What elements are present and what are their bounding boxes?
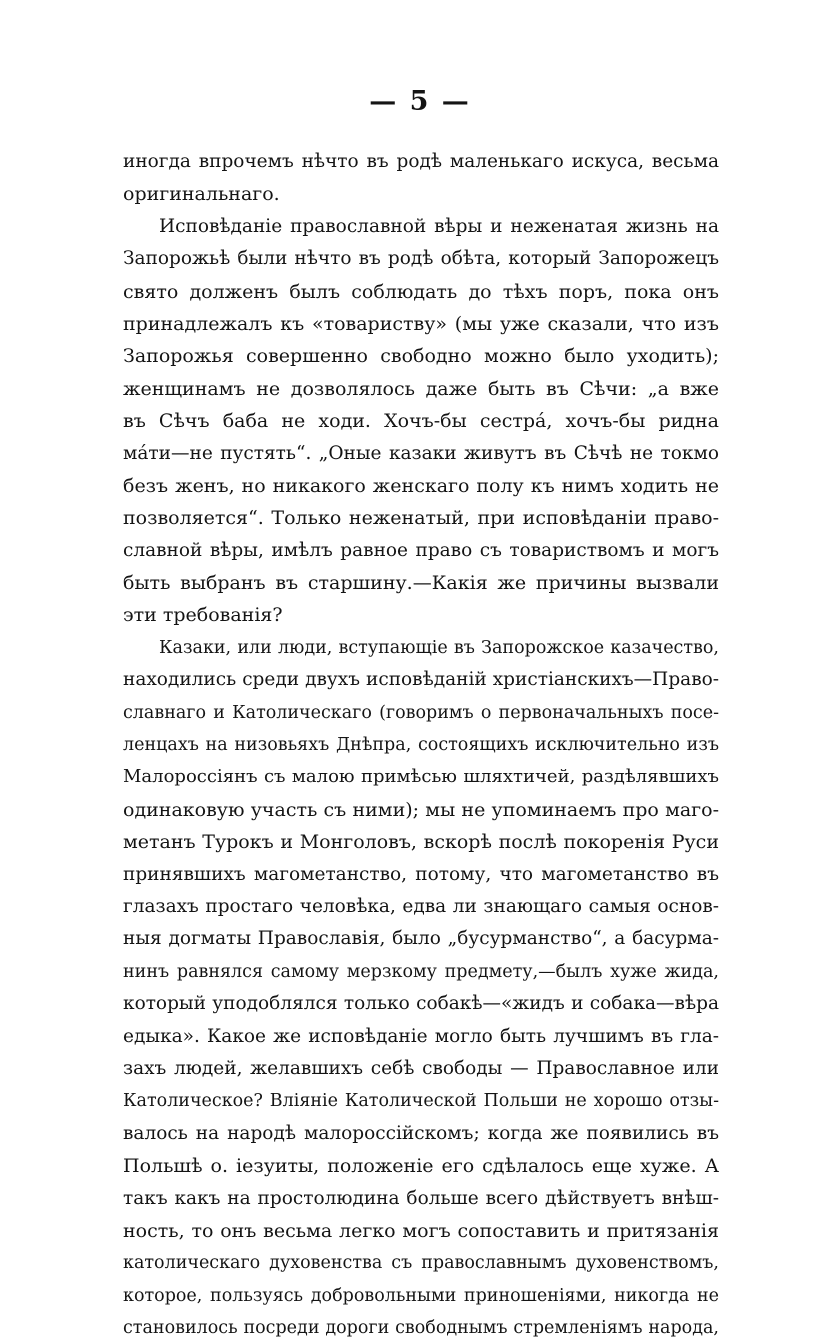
text-line: Исповѣданіе православной вѣры и неженатая жизнь на	[159, 215, 719, 237]
text-line: глазахъ простаго человѣка, едва ли знающаго самыя основ-	[123, 895, 719, 917]
body-text	[123, 146, 719, 1344]
text-line: одинаковую участь съ ними); мы не упоминаемъ про маго-	[123, 798, 719, 821]
text-line: которое, пользуясь добровольными приношеніями, никогда не	[123, 1285, 719, 1306]
text-line: ленцахъ на низовьяхъ Днѣпра, состоящихъ исключительно изъ	[123, 735, 719, 756]
text-line: такъ какъ на простолюдина больше всего дѣйствуетъ внѣш-	[123, 1187, 719, 1209]
text-line: который уподоблялся только собакѣ—«жидъ и собака—вѣра	[123, 993, 719, 1015]
text-line: Католическое? Вліяніе Католической Польши не хорошо отзы-	[123, 1091, 719, 1112]
text-line: принявшихъ магометанство, потому, что магометанство въ	[123, 863, 719, 885]
text-line: Казаки, или люди, вступающіе въ Запорожское казачество,	[159, 637, 719, 658]
text-line: свято долженъ былъ соблюдать до тѣхъ поръ, пока онъ	[123, 280, 719, 303]
text-line: становилось посреди дороги свободнымъ стремленіямъ народа,	[123, 1318, 719, 1339]
text-line: едыка». Какое же исповѣданіе могло быть лучшимъ въ гла-	[123, 1025, 719, 1047]
text-line: валось на народѣ малороссійскомъ; когда же появились въ	[123, 1122, 719, 1144]
text-line: католическаго духовенства съ православнымъ духовенствомъ,	[123, 1253, 719, 1274]
text-line: находились среди двухъ исповѣданій христіанскихъ—Право-	[123, 669, 719, 691]
text-line: въ Сѣчъ баба не ходи. Хочъ-бы сестра́, хочъ-бы ридна	[123, 410, 719, 433]
text-line: славнаго и Католическаго (говоримъ о первоначальныхъ посе-	[123, 702, 719, 723]
text-line: ныя догматы Православія, было „бусурманство“, а басурма-	[123, 928, 719, 950]
text-line: эти требованія?	[123, 604, 283, 627]
text-line: иногда впрочемъ нѣчто въ родѣ маленькаго искуса, весьма	[123, 151, 719, 172]
text-line: женщинамъ не дозволялось даже быть въ Сѣчи: „а вже	[123, 377, 719, 400]
text-line: оригинальнаго.	[123, 183, 280, 206]
text-line: Польшѣ о. іезуиты, положеніе его сдѣлалось еще хуже. А	[123, 1155, 719, 1178]
text-line: Запорожьѣ были нѣчто въ родѣ обѣта, который Запорожецъ	[123, 248, 719, 270]
text-line: безъ женъ, но никакого женскаго полу къ нимъ ходить не	[123, 474, 719, 497]
text-line: Запорожья совершенно свободно можно было уходить);	[123, 345, 719, 368]
text-line: нинъ равнялся самому мерзкому предмету,—былъ хуже жида,	[123, 961, 719, 982]
text-line: ма́ти—не пустять“. „Оные казаки живутъ въ Сѣчѣ не токмо	[123, 442, 719, 464]
text-line: принадлежалъ къ «товариству» (мы уже сказали, что изъ	[123, 312, 719, 335]
text-line: позволяется“. Только неженатый, при исповѣданіи право-	[123, 507, 719, 530]
text-line: метанъ Турокъ и Монголовъ, вскорѣ послѣ покоренія Руси	[123, 831, 719, 854]
text-line: Малороссіянъ съ малою примѣсью шляхтичей, раздѣлявшихъ	[123, 766, 719, 788]
page-number: — 5 —	[369, 86, 471, 117]
text-line: ность, то онъ весьма легко могъ сопоставить и притязанія	[123, 1219, 719, 1242]
text-line: быть выбранъ въ старшину.—Какія же причины вызвали	[123, 572, 719, 595]
text-line: захъ людей, желавшихъ себѣ свободы — Православное или	[123, 1057, 719, 1079]
text-line: славной вѣры, имѣлъ равное право съ товариствомъ и могъ	[123, 539, 719, 561]
